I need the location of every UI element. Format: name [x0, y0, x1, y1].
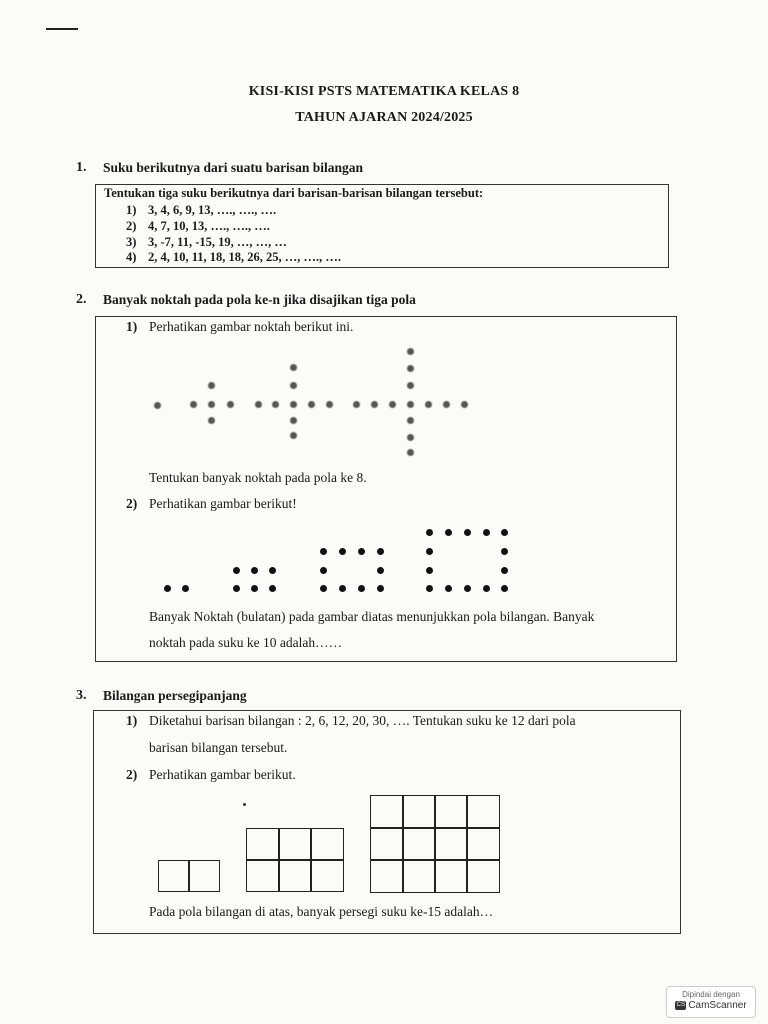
grid-square: [370, 827, 404, 861]
document-title: KISI-KISI PSTS MATEMATIKA KELAS 8: [248, 84, 520, 99]
dot-mark: [407, 382, 414, 389]
dot-mark: [208, 401, 215, 408]
dot-mark: [269, 585, 276, 592]
section3-q1-num: 1): [126, 713, 138, 728]
dot-mark: [358, 548, 365, 555]
camscanner-logo-icon: CS: [676, 1001, 685, 1008]
dot-mark: [320, 585, 327, 592]
section1-item1-text: 3, 4, 6, 9, 13, …., …., ….: [148, 203, 277, 217]
scanner-brand: CamScanner: [688, 1000, 747, 1011]
section1-item4-text: 2, 4, 10, 11, 18, 18, 26, 25, …, …., ….: [148, 250, 342, 264]
grid-square: [434, 859, 468, 893]
dot-mark: [353, 401, 360, 408]
stray-dot-mark: [243, 803, 246, 806]
dot-mark: [407, 434, 414, 441]
dot-mark: [154, 402, 161, 409]
dot-mark: [255, 401, 262, 408]
dot-mark: [269, 567, 276, 574]
dot-mark: [251, 585, 258, 592]
dot-mark: [339, 585, 346, 592]
grid-square: [466, 795, 500, 829]
section2-number: 2.: [76, 292, 87, 307]
dot-mark: [425, 401, 432, 408]
dot-mark: [443, 401, 450, 408]
dot-mark: [233, 585, 240, 592]
grid-square: [402, 827, 436, 861]
dot-mark: [426, 585, 433, 592]
dot-mark: [326, 401, 333, 408]
dot-mark: [483, 585, 490, 592]
dot-mark: [377, 567, 384, 574]
grid-square: [434, 827, 468, 861]
section1-item2-num: 2): [126, 219, 137, 233]
dot-mark: [320, 548, 327, 555]
grid-square: [188, 860, 220, 892]
section3-box: [93, 710, 681, 934]
dot-mark: [164, 585, 171, 592]
dot-mark: [461, 401, 468, 408]
dot-mark: [445, 585, 452, 592]
dot-mark: [227, 401, 234, 408]
section3-q1-line2: barisan bilangan tersebut.: [149, 740, 288, 755]
grid-square: [310, 859, 344, 892]
grid-square: [158, 860, 190, 892]
dot-mark: [190, 401, 197, 408]
dot-mark: [501, 585, 508, 592]
section1-number: 1.: [76, 160, 87, 175]
dot-mark: [501, 567, 508, 574]
dot-mark: [308, 401, 315, 408]
section1-box: [95, 184, 669, 268]
dot-mark: [426, 548, 433, 555]
dot-mark: [389, 401, 396, 408]
grid-square: [278, 859, 312, 892]
grid-square: [278, 828, 312, 861]
dot-mark: [407, 417, 414, 424]
grid-square: [310, 828, 344, 861]
top-dash-mark: [46, 28, 78, 30]
camscanner-watermark: [666, 986, 756, 1018]
dot-mark: [182, 585, 189, 592]
grid-square: [246, 828, 280, 861]
dot-mark: [426, 567, 433, 574]
grid-square: [246, 859, 280, 892]
dot-mark: [407, 348, 414, 355]
section1-item3-num: 3): [126, 235, 137, 249]
section1-instruction: Tentukan tiga suku berikutnya dari barisan-barisan bilangan tersebut:: [104, 186, 484, 200]
dot-mark: [464, 585, 471, 592]
dot-mark: [445, 529, 452, 536]
grid-square: [434, 795, 468, 829]
section3-q2-question: Pada pola bilangan di atas, banyak persegi suku ke-15 adalah…: [149, 904, 494, 919]
dot-mark: [320, 567, 327, 574]
dot-mark: [483, 529, 490, 536]
grid-square: [370, 795, 404, 829]
section3-q1-line1: Diketahui barisan bilangan : 2, 6, 12, 20, 30, …. Tentukan suku ke 12 dari pola: [149, 713, 576, 728]
grid-square: [370, 859, 404, 893]
section2-box: [95, 316, 677, 662]
dot-mark: [407, 449, 414, 456]
grid-square: [402, 795, 436, 829]
dot-mark: [290, 432, 297, 439]
section3-number: 3.: [76, 688, 87, 703]
dot-mark: [208, 382, 215, 389]
section2-q1-question: Tentukan banyak noktah pada pola ke 8.: [149, 470, 367, 485]
grid-square: [466, 859, 500, 893]
dot-mark: [272, 401, 279, 408]
section1-item2-text: 4, 7, 10, 13, …., …., ….: [148, 219, 270, 233]
dot-mark: [426, 529, 433, 536]
dot-mark: [501, 548, 508, 555]
section1-item4-num: 4): [126, 250, 137, 264]
section3-q2-num: 2): [126, 767, 138, 782]
dot-mark: [377, 585, 384, 592]
dot-mark: [251, 567, 258, 574]
dot-mark: [501, 529, 508, 536]
section1-title: Suku berikutnya dari suatu barisan bilangan: [103, 160, 363, 175]
scanner-caption: Dipindai dengan: [682, 990, 740, 999]
dot-mark: [464, 529, 471, 536]
dot-mark: [208, 417, 215, 424]
dot-mark: [290, 364, 297, 371]
section2-q2-question-line1: Banyak Noktah (bulatan) pada gambar diatas menunjukkan pola bilangan. Banyak: [149, 609, 595, 624]
dot-mark: [233, 567, 240, 574]
section3-title: Bilangan persegipanjang: [103, 688, 247, 703]
section2-q1-text: Perhatikan gambar noktah berikut ini.: [149, 319, 354, 334]
dot-mark: [290, 401, 297, 408]
dot-mark: [290, 382, 297, 389]
dot-mark: [407, 401, 414, 408]
dot-mark: [358, 585, 365, 592]
section3-q2-text: Perhatikan gambar berikut.: [149, 767, 296, 782]
section2-title: Banyak noktah pada pola ke-n jika disajikan tiga pola: [103, 292, 416, 307]
section1-item3-text: 3, -7, 11, -15, 19, …, …, …: [148, 235, 287, 249]
section2-q2-num: 2): [126, 496, 138, 511]
section2-q1-num: 1): [126, 319, 138, 334]
section1-item1-num: 1): [126, 203, 137, 217]
grid-square: [466, 827, 500, 861]
dot-mark: [339, 548, 346, 555]
document-subtitle: TAHUN AJARAN 2024/2025: [295, 110, 473, 125]
grid-square: [402, 859, 436, 893]
dot-mark: [407, 365, 414, 372]
section2-q2-text: Perhatikan gambar berikut!: [149, 496, 297, 511]
section2-q2-question-line2: noktah pada suku ke 10 adalah……: [149, 635, 343, 650]
dot-mark: [377, 548, 384, 555]
dot-mark: [290, 417, 297, 424]
dot-mark: [371, 401, 378, 408]
